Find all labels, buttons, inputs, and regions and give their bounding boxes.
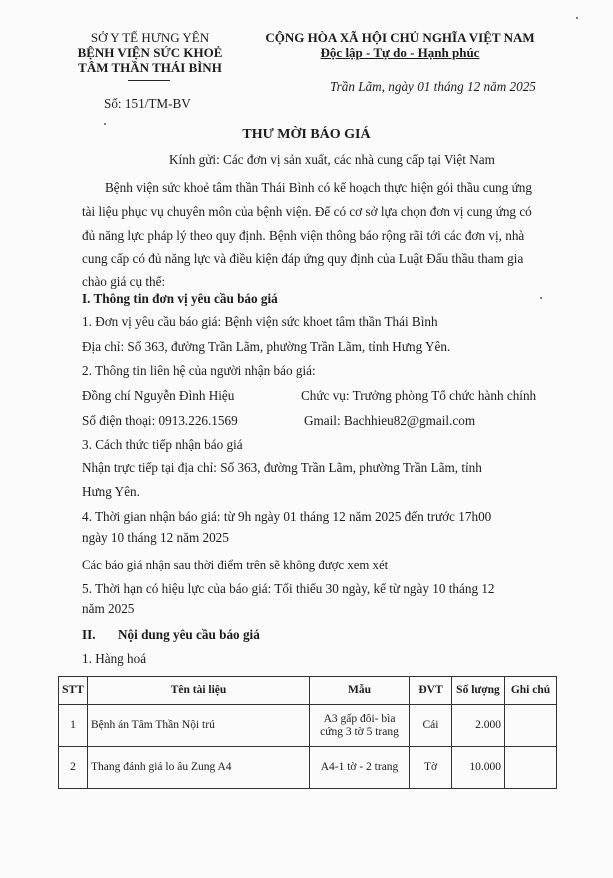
document-title: THƯ MỜI BÁO GIÁ: [242, 127, 371, 142]
national-motto: Độc lập - Tự do - Hạnh phúc: [320, 45, 480, 60]
left-header-underline: [128, 80, 170, 81]
contact-heading: 2. Thông tin liên hệ của người nhận báo giá:: [82, 363, 316, 378]
intro-line-3: đủ năng lực pháp lý theo quy định. Bệnh viện thông báo rộng rãi tới các đơn vị, nhà: [82, 228, 525, 243]
table-row: [59, 747, 557, 789]
validity-line2: năm 2025: [82, 601, 135, 616]
col-header-stt: STT: [59, 677, 88, 705]
section2-heading-text: Nội dung yêu cầu báo giá: [118, 627, 260, 642]
scan-speck: [576, 17, 578, 19]
intro-line-1: Bệnh viện sức khoẻ tâm thần Thái Bình có kế hoạch thực hiện gói thầu cung ứng: [105, 180, 532, 195]
goods-table: [58, 676, 557, 789]
unit-address: Địa chỉ: Số 363, đường Trần Lãm, phường Trần Lãm, tỉnh Hưng Yên.: [82, 339, 451, 354]
cell-stt: 1: [59, 705, 88, 747]
cell-name: Thang đánh giá lo âu Zung A4: [88, 747, 310, 789]
col-header-unit: ĐVT: [410, 677, 452, 705]
scan-speck: [540, 297, 542, 299]
contact-name: Đồng chí Nguyễn Đình Hiệu: [82, 388, 235, 403]
cell-sample: [310, 705, 410, 747]
receive-time-line1: 4. Thời gian nhận báo giá: từ 9h ngày 01 tháng 12 năm 2025 đến trước 17h00: [82, 509, 492, 524]
cell-unit: Tờ: [410, 747, 452, 789]
late-submission-note: Các báo giá nhận sau thời điểm trên sẽ không được xem xét: [82, 558, 389, 572]
col-header-sample: Mẫu: [310, 677, 410, 705]
national-title: CỘNG HÒA XÃ HỘI CHỦ NGHĨA VIỆT NAM: [265, 30, 535, 45]
cell-note: [505, 747, 557, 789]
contact-position: Chức vụ: Trưởng phòng Tổ chức hành chính: [301, 388, 537, 403]
col-header-quantity: Số lượng: [452, 677, 505, 705]
contact-phone: Số điện thoại: 0913.226.1569: [82, 413, 238, 428]
intro-line-2: tài liệu phục vụ chuyên môn của bệnh viện. Để có cơ sở lựa chọn đơn vị cung ứng có: [82, 204, 532, 219]
issuing-department: SỞ Y TẾ HƯNG YÊN: [90, 30, 210, 45]
table-row: [59, 705, 557, 747]
col-header-name: Tên tài liệu: [88, 677, 310, 705]
section2-heading-number: II.: [82, 627, 96, 642]
cell-quantity: 2.000: [452, 705, 505, 747]
cell-stt: 2: [59, 747, 88, 789]
section1-heading: I. Thông tin đơn vị yêu cầu báo giá: [82, 291, 278, 306]
intro-line-4: cung cấp có đủ năng lực và điều kiện đáp ứng quy định của Luật Đấu thầu tham gia: [82, 251, 524, 266]
cell-name: Bệnh án Tâm Thần Nội trú: [88, 705, 310, 747]
receive-time-line2: ngày 10 tháng 12 năm 2025: [82, 530, 229, 545]
document-number: Số: 151/TM-BV: [104, 96, 191, 111]
cell-sample-line1: A3 gấp đôi- bìa: [323, 712, 396, 725]
recipient-line: Kính gửi: Các đơn vị sản xuất, các nhà cung cấp tại Việt Nam: [169, 152, 495, 167]
cell-note: [505, 705, 557, 747]
col-header-note: Ghi chú: [505, 677, 557, 705]
cell-sample: A4-1 tờ - 2 trang: [310, 747, 410, 789]
place-date: Trần Lãm, ngày 01 tháng 12 năm 2025: [330, 79, 536, 94]
goods-label: 1. Hàng hoá: [82, 651, 147, 666]
hospital-name-line2: TÂM THẦN THÁI BÌNH: [78, 60, 222, 75]
intro-line-5: chào giá cụ thể:: [82, 274, 166, 289]
scan-speck: [104, 123, 106, 125]
cell-unit: Cái: [410, 705, 452, 747]
hospital-name-line1: BỆNH VIỆN SỨC KHOẺ: [77, 45, 223, 60]
validity-line1: 5. Thời hạn có hiệu lực của báo giá: Tối thiểu 30 ngày, kể từ ngày 10 tháng 12: [82, 581, 495, 596]
cell-quantity: 10.000: [452, 747, 505, 789]
receive-method-line2: Hưng Yên.: [82, 484, 140, 499]
contact-email: Gmail: Bachhieu82@gmail.com: [304, 413, 476, 428]
receive-method-line1: Nhận trực tiếp tại địa chỉ: Số 363, đường Trần Lãm, phường Trần Lãm, tỉnh: [82, 460, 482, 475]
table-header-row: [59, 677, 557, 705]
requesting-unit: 1. Đơn vị yêu cầu báo giá: Bệnh viện sức khoet tâm thần Thái Bình: [82, 314, 438, 329]
receive-method-heading: 3. Cách thức tiếp nhận báo giá: [82, 437, 243, 452]
cell-sample-line2: cứng 3 tờ 5 trang: [320, 725, 399, 738]
